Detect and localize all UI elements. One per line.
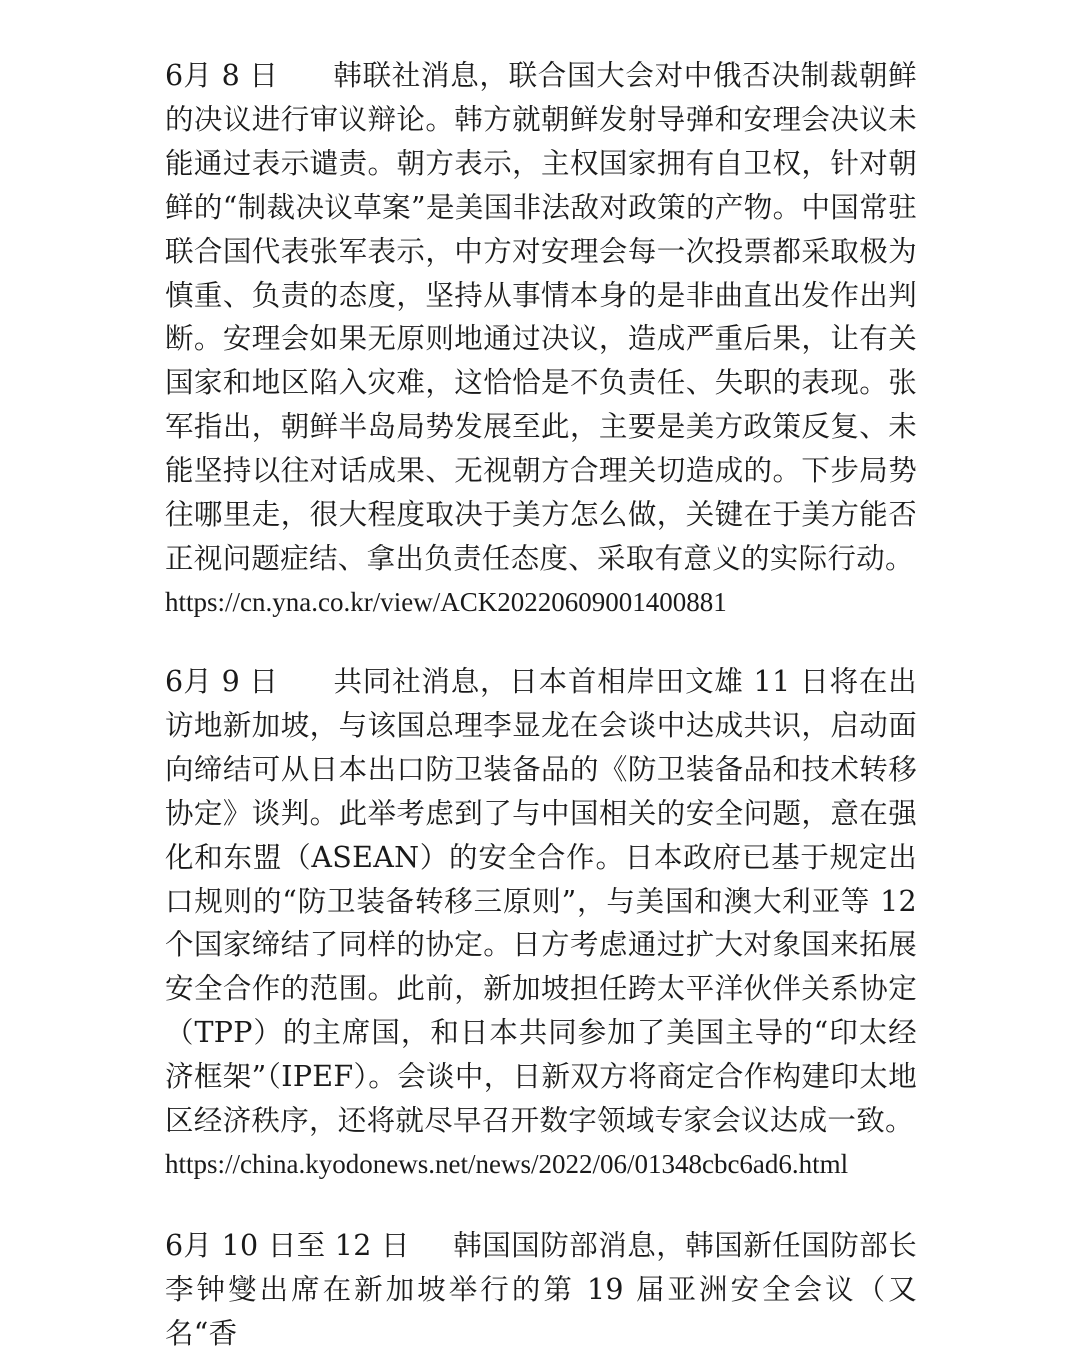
news-entry bbox=[165, 54, 917, 625]
entry-text: 韩国国防部消息，韩国新任国防部长李钟燮出席在新加坡举行的第 19 届亚洲安全会议（又名“香 bbox=[165, 1229, 917, 1350]
entry-date: 6月 10 日至 12 日 bbox=[165, 1229, 410, 1262]
source-link[interactable]: https://china.kyodonews.net/news/2022/06/01348cbc6ad6.html bbox=[165, 1148, 849, 1179]
news-entry bbox=[165, 660, 917, 1187]
entry-paragraph bbox=[165, 54, 917, 581]
entry-paragraph bbox=[165, 1224, 917, 1356]
entry-paragraph bbox=[165, 660, 917, 1143]
source-link[interactable]: https://cn.yna.co.kr/view/ACK20220609001400881 bbox=[165, 586, 727, 617]
entry-text: 韩联社消息，联合国大会对中俄否决制裁朝鲜的决议进行审议辩论。韩方就朝鲜发射导弹和安理会决议未能通过表示谴责。朝方表示，主权国家拥有自卫权，针对朝鲜的“制裁决议草案”是美国非法敌对政策的产物。中国常驻联合国代表张军表示，中方对安理会每一次投票都采取极为慎重、负责的态度，坚持从事情本身的是非曲直出发作出判断。安理会如果无原则地通过决议，造成严重后果，让有关国家和地区陷入灾难，这恰恰是不负责任、失职的表现。张军指出，朝鲜半岛局势发展至此，主要是美方政策反复、未能坚持以往对话成果、无视朝方合理关切造成的。下步局势往哪里走，很大程度取决于美方怎么做，关键在于美方能否正视问题症结、拿出负责任态度、采取有意义的实际行动。 bbox=[165, 59, 917, 575]
entry-text: 共同社消息，日本首相岸田文雄 11 日将在出访地新加坡，与该国总理李显龙在会谈中达成共识，启动面向缔结可从日本出口防卫装备品的《防卫装备品和技术转移协定》谈判。此举考虑到了与中国相关的安全问题，意在强化和东盟（ASEAN）的安全合作。日本政府已基于规定出口规则的“防卫装备转移三原则”，与美国和澳大利亚等 12 个国家缔结了同样的协定。日方考虑通过扩大对象国来拓展安全合作的范围。此前，新加坡担任跨太平洋伙伴关系协定（TPP）的主席国，和日本共同参加了美国主导的“印太经济框架”（IPEF）。会谈中，日新双方将商定合作构建印太地区经济秩序，还将就尽早召开数字领域专家会议达成一致。 bbox=[165, 665, 917, 1138]
news-entry bbox=[165, 1224, 917, 1356]
entry-date: 6月 9 日 bbox=[165, 665, 279, 698]
entry-date: 6月 8 日 bbox=[165, 59, 279, 92]
